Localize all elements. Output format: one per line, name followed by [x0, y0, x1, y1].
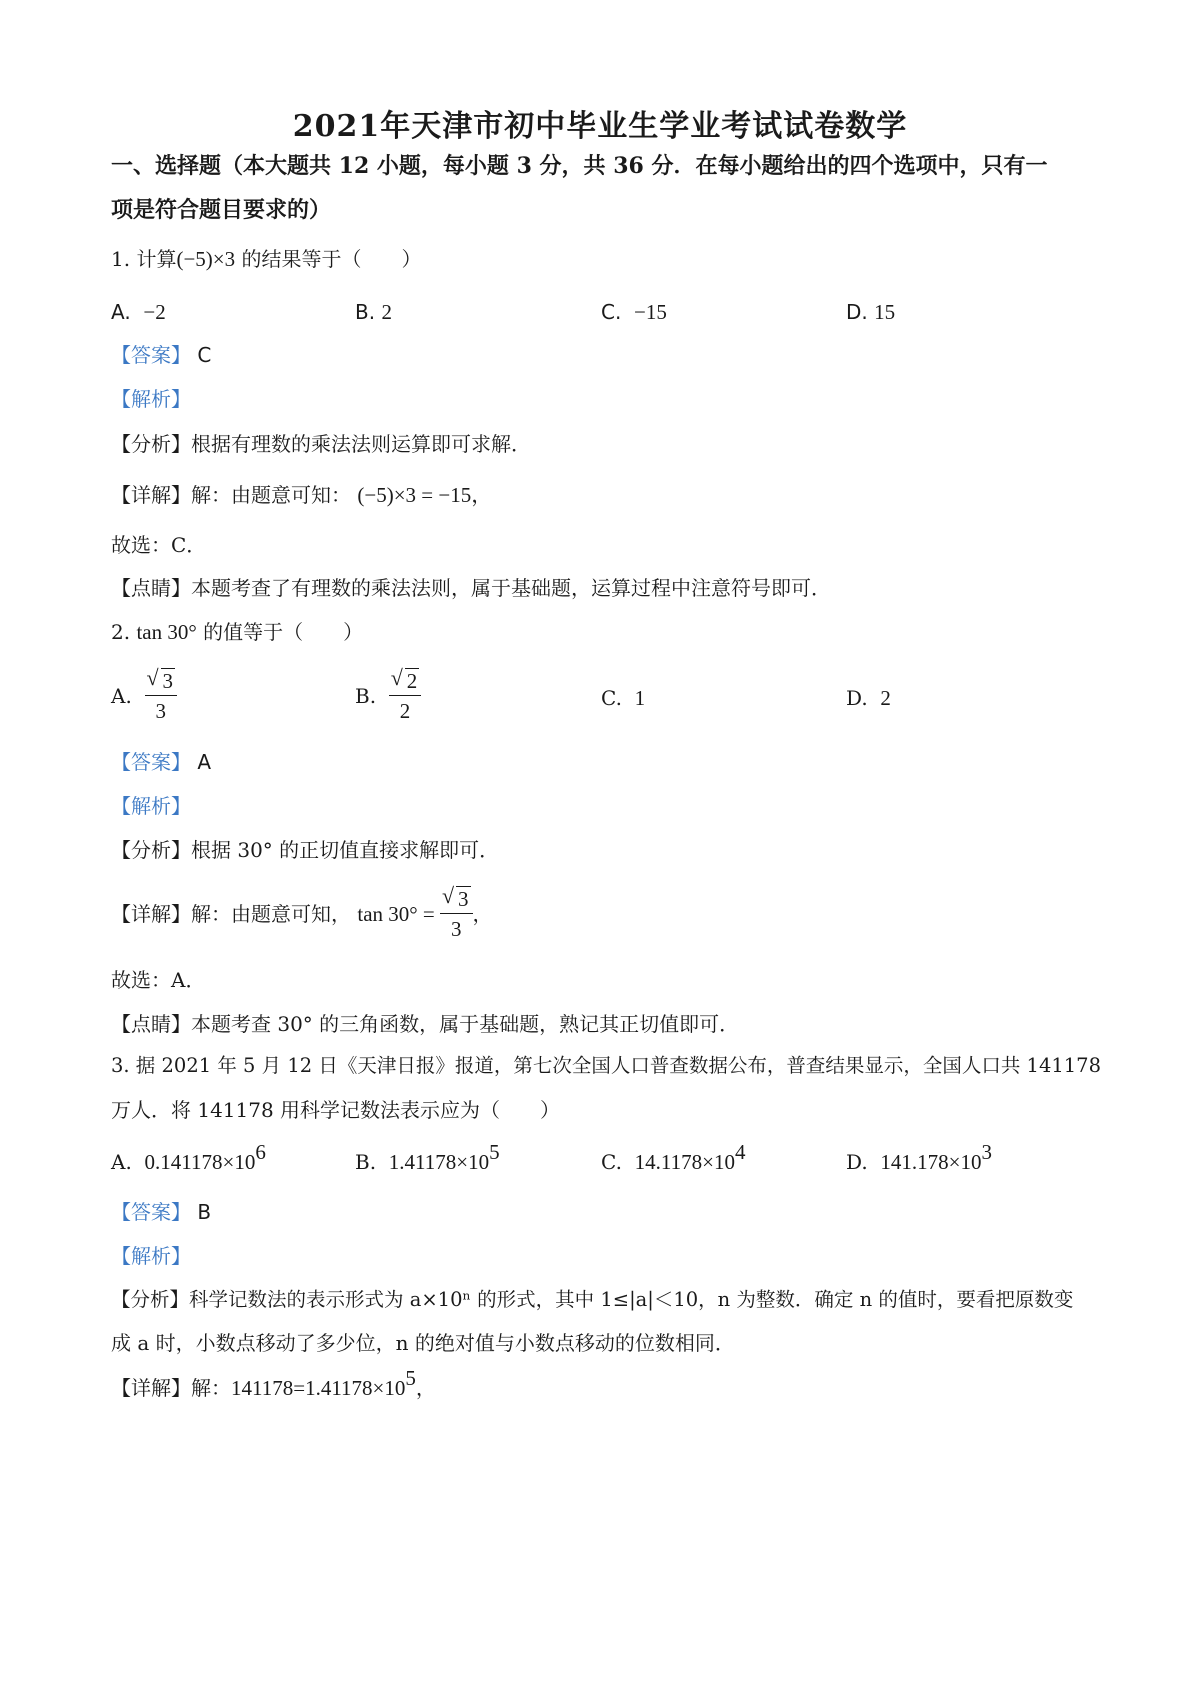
q1-option-d: D. 15	[846, 300, 896, 324]
q1-detail: 【详解】解：由题意可知： (−5)×3 = −15，	[111, 483, 493, 507]
q3-option-b: B. $1.41178\times 10^5$	[355, 1140, 500, 1174]
q2-option-a: A. √ 3 3	[111, 668, 177, 724]
q3-stem-line2: 万人．将 141178 用科学记数法表示应为（ ）	[111, 1098, 561, 1122]
q2-stem: 2. tan 30° 的值等于（ ）	[111, 620, 364, 644]
q2-option-b-fraction: √ 2 2	[389, 668, 422, 724]
q2-option-d: D. 2	[846, 686, 891, 710]
q2-option-a-fraction: √ 3 3	[145, 668, 178, 724]
q3-option-d: D. $141.178\times 10^3$	[846, 1140, 992, 1174]
q3-stem-line1: 3. 据 2021 年 5 月 12 日《天津日报》报道，第七次全国人口普查数据公布，普查结果显示，全国人口共 141178	[111, 1054, 1101, 1077]
q3-answer: 【答案】 B	[111, 1200, 212, 1224]
q3-analysis-line2: 成 a 时，小数点移动了多少位，n 的绝对值与小数点移动的位数相同．	[111, 1331, 735, 1355]
q1-answer-value: C	[197, 343, 212, 367]
q2-option-b: B. √ 2 2	[355, 668, 421, 724]
q1-stem-prefix: 1. 计算	[111, 247, 177, 271]
q1-stem	[111, 245, 422, 273]
q2-comment: 【点睛】本题考查 30° 的三角函数，属于基础题，熟记其正切值即可．	[111, 1012, 740, 1036]
q1-option-a: A. −2	[111, 300, 166, 324]
q3-analysis-line1: 【分析】科学记数法的表示形式为 a×10ⁿ 的形式，其中 1≤|a|＜10，n 为整数．确定 n 的值时，要看把原数变	[111, 1288, 1074, 1311]
q1-stem-suffix: 的结果等于（ ）	[235, 247, 422, 271]
page-title: 2021年天津市初中毕业生学业考试试卷数学	[292, 109, 908, 144]
q1-option-c: C. −15	[601, 300, 667, 324]
q1-stem-math: (−5)×3	[176, 247, 236, 271]
q1-answer	[111, 341, 211, 369]
q3-option-a: A. $0.141178\times 10^6$	[111, 1140, 266, 1174]
section-heading-line2: 项是符合题目要求的）	[111, 197, 332, 223]
q1-jiexi-tag: 【解析】	[111, 387, 191, 411]
q3-option-c: C. $14.1178\times 10^4$	[601, 1140, 746, 1174]
q1-choose: 故选：C．	[111, 533, 207, 557]
q3-jiexi-tag: 【解析】	[111, 1244, 191, 1268]
q2-analysis: 【分析】根据 30° 的正切值直接求解即可．	[111, 838, 500, 862]
q2-jiexi-tag: 【解析】	[111, 794, 191, 818]
q2-answer: 【答案】 A	[111, 750, 212, 774]
q2-option-c: C. 1	[601, 686, 646, 710]
section-heading-line1: 一、选择题（本大题共 12 小题，每小题 3 分，共 36 分．在每小题给出的四个选项中，只有一	[111, 153, 1048, 179]
q1-option-b: B. 2	[355, 300, 392, 324]
q2-detail: 【详解】解：由题意可知， tan 30° = √ 3 3 ，	[111, 883, 493, 941]
q1-comment: 【点睛】本题考查了有理数的乘法法则，属于基础题，运算过程中注意符号即可．	[111, 576, 831, 600]
q1-analysis: 【分析】根据有理数的乘法法则运算即可求解．	[111, 432, 531, 456]
q3-detail: 【详解】解：$141178=1.41178\times 10^5$，	[111, 1366, 436, 1400]
q2-choose: 故选：A．	[111, 968, 206, 992]
answer-tag: 【答案】	[111, 343, 191, 367]
q2-detail-fraction: √ 3 3	[440, 886, 473, 942]
